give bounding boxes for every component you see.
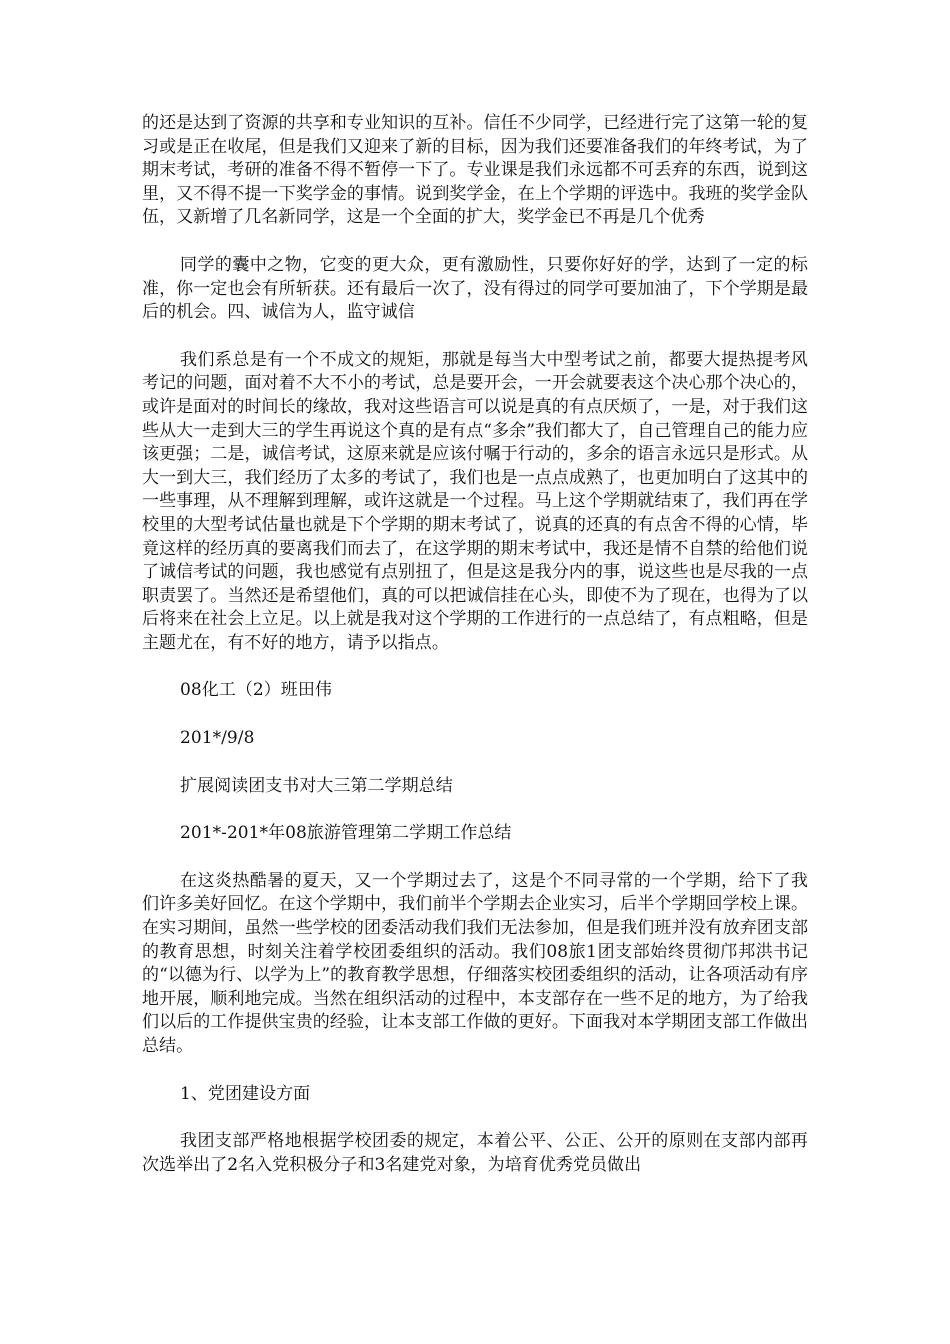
paragraph-integrity-exams: 我们系总是有一个不成文的规矩，那就是每当大中型考试之前，都要大提热提考风考记的问题，面对着不大不小的考试，总是要开会，一开会就要表这个决心那个决心的，或许是面对的时间长的缘故，我对这些语言可以说是真的有点厌烦了，一是，对于我们这些从大一走到大三的学生再说这个真的是有点“多余”我们都大了，自己管理自己的能力应该更强；二是，诚信考试，这原来就是应该付嘱于行动的，多余的语言永远只是形式。从大一到大三，我们经历了太多的考试了，我们也是一点点成熟了，也更加明白了这其中的一些事理，从不理解到理解，或许这就是一个过程。马上这个学期就结束了，我们再在学校里的大型考试估量也就是下个学期的期末考试了，说真的还真的有点舍不得的心情，毕竟这样的经历真的要离我们而去了，在这学期的期末考试中，我还是情不自禁的给他们说了诚信考试的问题，我也感觉有点别扭了，但是这是我分内的事，说这些也是尽我的一点职责罢了。当然还是希望他们，真的可以把诚信挂在心头，即使不为了现在，也得为了以后将来在社会上立足。以上就是我对这个学期的工作进行的一点总结了，有点粗略，但是主题尤在，有不好的地方，请予以指点。 — [142, 349, 808, 653]
paragraph-scholarship-continued: 同学的囊中之物，它变的更大众，更有激励性，只要你好好的学，达到了一定的标准，你一定也会有所斩获。还有最后一次了，没有得过的同学可要加油了，下个学期是最后的机会。四、诚信为人，监守诚信 — [142, 254, 808, 323]
paragraph-scholarship-intro: 的还是达到了资源的共享和专业知识的互补。信任不少同学，已经进行完了这第一轮的复习或是正在收尾，但是我们又迎来了新的目标，因为我们还要准备我们的年终考试，为了期末考试，考研的准备不得不暂停一下了。专业课是我们永远都不可丢弃的东西，说到这里，又不得不提一下奖学金的事情。说到奖学金，在上个学期的评选中。我班的奖学金队伍，又新增了几名新同学，这是一个全面的扩大，奖学金已不再是几个优秀 — [142, 113, 808, 228]
section-heading-party-building: 1、党团建设方面 — [180, 1083, 311, 1104]
extended-reading-heading: 扩展阅读团支书对大三第二学期总结 — [180, 775, 453, 796]
paragraph-semester-summary: 在这炎热酷暑的夏天，又一个学期过去了，这是个不同寻常的一个学期，给下了我们许多美好回忆。在这个学期中，我们前半个学期去企业实习，后半个学期回学校上课。在实习期间，虽然一些学校的团委活动我们我们无法参加，但是我们班并没有放弃团支部的教育思想，时刻关注着学校团委组织的活动。我们08旅1团支部始终贯彻邝邦洪书记的“以德为行、以学为上”的教育教学思想，仔细落实校团委组织的活动，让各项活动有序地开展，顺利地完成。当然在组织活动的过程中，本支部存在一些不足的地方，为了给我们以后的工作提供宝贵的经验，让本支部工作做的更好。下面我对本学期团支部工作做出总结。 — [142, 870, 808, 1056]
document-page — [142, 112, 808, 1201]
report-title: 201*-201*年08旅游管理第二学期工作总结 — [180, 823, 512, 844]
paragraph-party-building: 我团支部严格地根据学校团委的规定，本着公平、公正、公开的原则在支部内部再次选举出了2名入党积极分子和3名建党对象，为培育优秀党员做出 — [142, 1131, 808, 1175]
signature-date: 201*/9/8 — [180, 728, 255, 749]
signature-class-name: 08化工（2）班田伟 — [180, 680, 332, 701]
